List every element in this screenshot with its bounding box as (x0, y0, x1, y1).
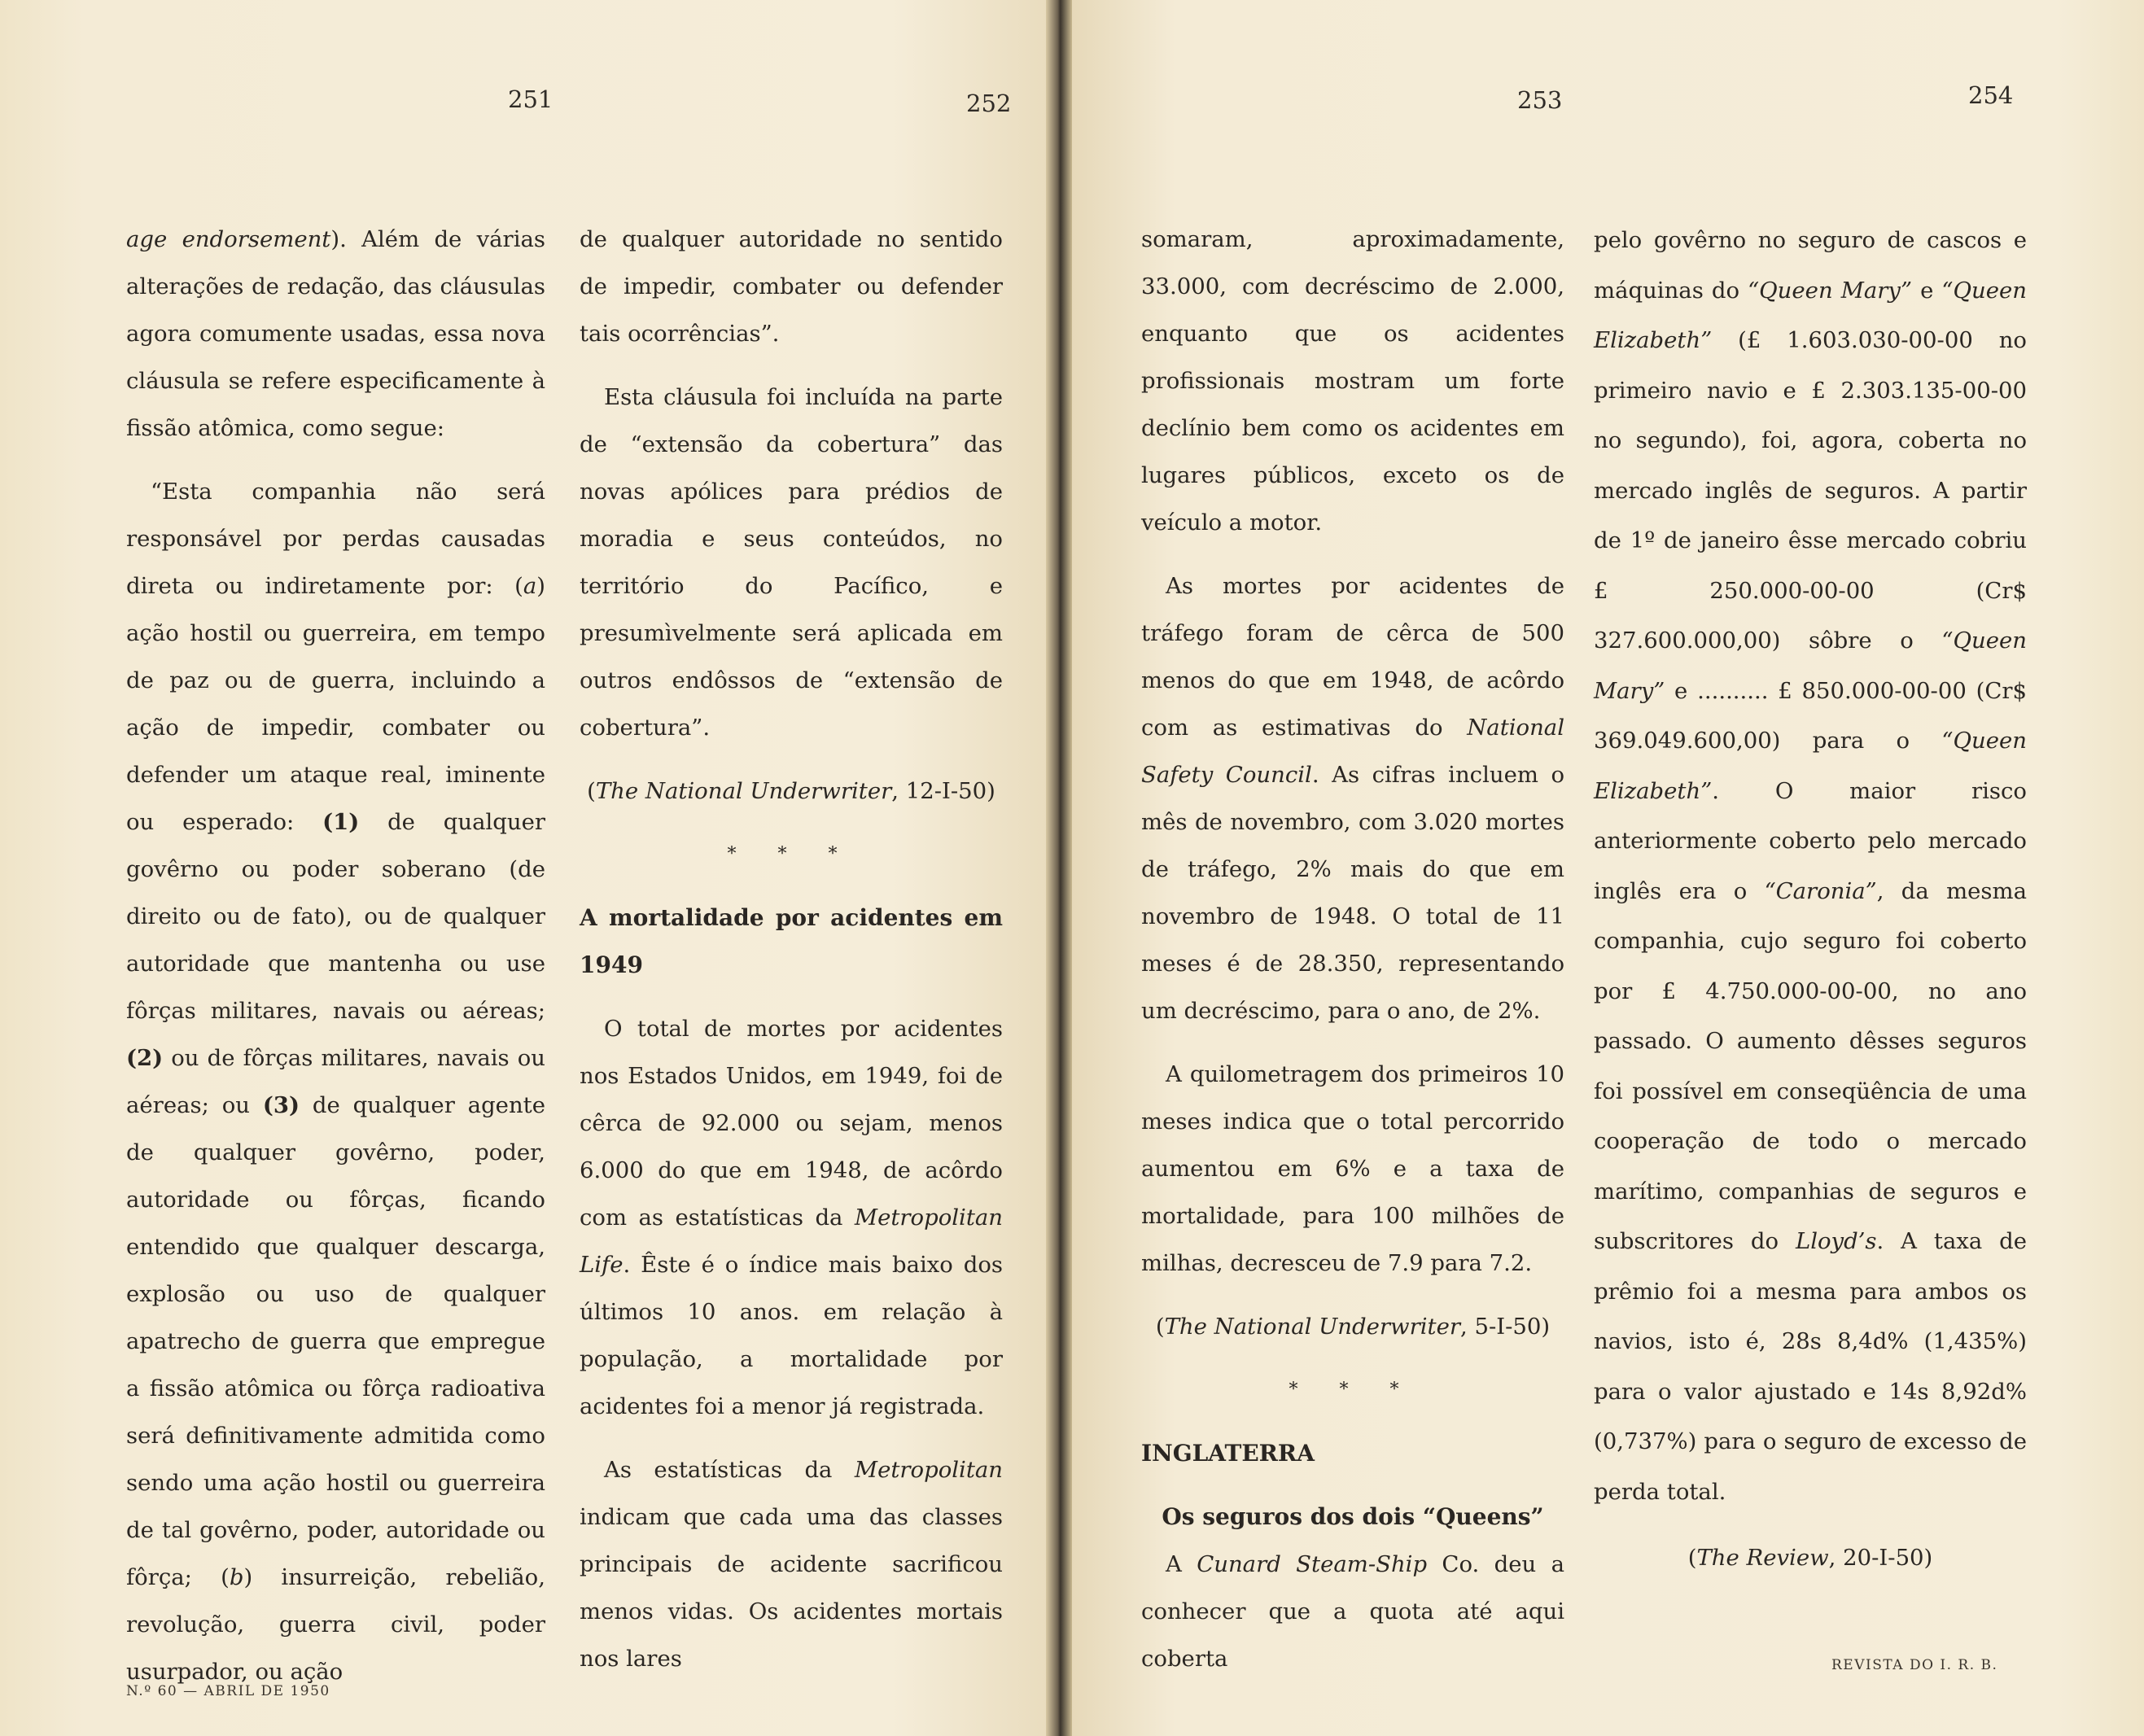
text: “Esta companhia não será responsável por perdas causadas direta ou indiretamente por: ( (126, 479, 545, 599)
section-heading: INGLATERRA (1141, 1440, 1315, 1467)
italic-term: Cunard Steam-Ship (1197, 1551, 1428, 1577)
text: , 20-I-50) (1828, 1545, 1933, 1571)
text: O total de mortes por acidentes nos Estados Unidos, em 1949, foi de cêrca de 92.000 ou sejam, menos 6.000 do que em 1948, de acôrdo com as estatísticas da (580, 1016, 1003, 1231)
source-title: The Review (1696, 1545, 1829, 1571)
item-label-b: b (229, 1564, 244, 1590)
book-spine (1046, 0, 1072, 1736)
column-page-254 (1594, 216, 2027, 1584)
ship-name: “Queen Mary” (1594, 627, 2027, 704)
footer-issue: N.º 60 — ABRIL DE 1950 (126, 1683, 330, 1699)
item-number-3: (3) (262, 1092, 300, 1118)
text: ) ação hostil ou guerreira, em tempo de paz ou de guerra, incluindo a ação de impedir, combater ou defender um ataque real, iminente ou esperado: (126, 573, 545, 835)
column-page-252 (580, 216, 1003, 1682)
source-citation (580, 767, 1003, 815)
text: (£ 1.603.030-00-00 no primeiro navio e £ 2.303.135-00-00 no segundo), foi, agora, coberta no mercado inglês de seguros. A partir de 1º de janeiro êsse mercado cobriu £ 250.000-00-00 (Cr$ 327.600.000,00) sôbre o (1594, 327, 2027, 654)
text: ( (1687, 1545, 1697, 1571)
text: . A taxa de prêmio foi a mesma para ambos os navios, isto é, 28s 8,4d% (1,435%) para o valor ajustado e 14s 8,92d% (0,737%) para o seguro de excesso de perda total. (1594, 1228, 2027, 1505)
ship-name: “Queen Mary” (1748, 277, 1913, 304)
paragraph (1594, 216, 2027, 1517)
page-number-251: 251 (508, 85, 554, 113)
text: As mortes por acidentes de tráfego foram de cêrca de 500 menos do que em 1948, de acôrdo com as estimativas do (1141, 573, 1564, 741)
text: ( (587, 778, 596, 804)
text: ou de fôrças militares, navais ou aéreas; ou (126, 1045, 545, 1118)
italic-term: National Safety Council (1141, 715, 1564, 788)
italic-term: Metropolitan (854, 1457, 1003, 1483)
text: e (1912, 277, 1942, 304)
page-number-254: 254 (1968, 81, 2014, 109)
column-page-253 (1141, 216, 1564, 1682)
paragraph: de qualquer autoridade no sentido de impedir, combater ou defender tais ocorrências”. (580, 226, 1003, 347)
text: pelo govêrno no seguro de cascos e máquinas do (1594, 227, 2027, 304)
source-citation (1141, 1303, 1564, 1350)
text: . As cifras incluem o mês de novembro, com 3.020 mortes de tráfego, 2% mais do que em novembro de 1948. O total de 11 meses é de 28.350, representando um decréscimo, para o ano, de 2%. (1141, 762, 1565, 1024)
paragraph (1141, 1541, 1564, 1682)
ship-name: “Queen Elizabeth” (1594, 728, 2027, 804)
page-number-252: 252 (966, 90, 1012, 117)
text: A (1166, 1551, 1197, 1577)
italic-term: age endorsement (126, 226, 331, 252)
article-heading: A mortalidade por acidentes em 1949 (580, 904, 1003, 978)
item-number-1: (1) (322, 809, 360, 835)
item-label-a: a (523, 573, 537, 599)
section-separator: * * * (727, 844, 855, 864)
text: ( (1155, 1314, 1165, 1340)
italic-term: Metropolitan Life (580, 1205, 1003, 1278)
text: , 12-I-50) (891, 778, 995, 804)
footer-journal: REVISTA DO I. R. B. (1831, 1657, 1998, 1673)
paragraph (580, 1005, 1003, 1430)
text: ). Além de várias alterações de redação, das cláusulas agora comumente usadas, essa nova cláusula se refere especificamente à fissão atômica, como segue: (126, 226, 545, 441)
column-page-251 (126, 216, 545, 1695)
text: . Êste é o índice mais baixo dos últimos 10 anos. em relação à população, a mortalidade por acidentes foi a menor já registrada. (580, 1252, 1003, 1419)
ship-name: “Queen Elizabeth” (1594, 277, 2027, 353)
page-number-253: 253 (1517, 86, 1563, 114)
text: Co. deu a conhecer que a quota até aqui coberta (1141, 1551, 1564, 1672)
paragraph (580, 1446, 1003, 1682)
item-number-2: (2) (126, 1045, 164, 1071)
paragraph: A quilometragem dos primeiros 10 meses indica que o total percorrido aumentou em 6% e a taxa de mortalidade, para 100 milhões de milhas, decresceu de 7.9 para 7.2. (1141, 1061, 1564, 1276)
paragraph: somaram, aproximadamente, 33.000, com decréscimo de 2.000, enquanto que os acidentes profissionais mostram um forte declínio bem como os acidentes em lugares públicos, exceto os de veículo a motor. (1141, 226, 1564, 536)
text: , da mesma companhia, cujo seguro foi coberto por £ 4.750.000-00-00, no ano passado. O aumento dêsses seguros foi possível em conseqüência de uma cooperação de todo o mercado marítimo, companhias de seguros e subscritores do (1594, 877, 2027, 1254)
text: de qualquer agente de qualquer govêrno, poder, autoridade ou fôrças, ficando entendido que qualquer descarga, explosão ou uso de qualquer apatrecho de guerra que empregue a fissão atômica ou fôrça radioativa será definitivamente admitida como sendo uma ação hostil ou guerreira de tal govêrno, poder, autoridade ou fôrça; ( (126, 1092, 545, 1590)
source-citation (1594, 1533, 2027, 1584)
italic-term: Lloyd’s (1795, 1228, 1877, 1254)
paragraph (1141, 562, 1564, 1034)
text: indicam que cada uma das classes principais de acidente sacrificou menos vidas. Os acidentes mortais nos lares (580, 1504, 1003, 1672)
text: , 5-I-50) (1460, 1314, 1551, 1340)
paragraph: Esta cláusula foi incluída na parte de “extensão da cobertura” das novas apólices para prédios de moradia e seus conteúdos, no território do Pacífico, e presumìvelmente será aplicada em outros endôssos de “extensão de cobertura”. (580, 384, 1003, 741)
source-title: The National Underwriter (595, 778, 892, 804)
text: . O maior risco anteriormente coberto pelo mercado inglês era o (1594, 777, 2027, 904)
source-title: The National Underwriter (1164, 1314, 1460, 1340)
text: ) insurreição, rebelião, revolução, guerra civil, poder usurpador, ou ação (126, 1564, 545, 1685)
text: e .......... £ 850.000-00-00 (Cr$ 369.049.600,00) para o (1594, 677, 2027, 754)
ship-name: “Caronia” (1764, 877, 1877, 904)
text: As estatísticas da (604, 1457, 855, 1483)
article-heading: Os seguros dos dois “Queens” (1162, 1503, 1544, 1530)
paragraph-clause (126, 468, 545, 1695)
text: de qualquer govêrno ou poder soberano (de direito ou de fato), ou de qualquer autoridade que mantenha ou use fôrças militares, navais ou aéreas; (126, 809, 545, 1024)
section-separator: * * * (1289, 1380, 1417, 1400)
paragraph (126, 216, 545, 452)
